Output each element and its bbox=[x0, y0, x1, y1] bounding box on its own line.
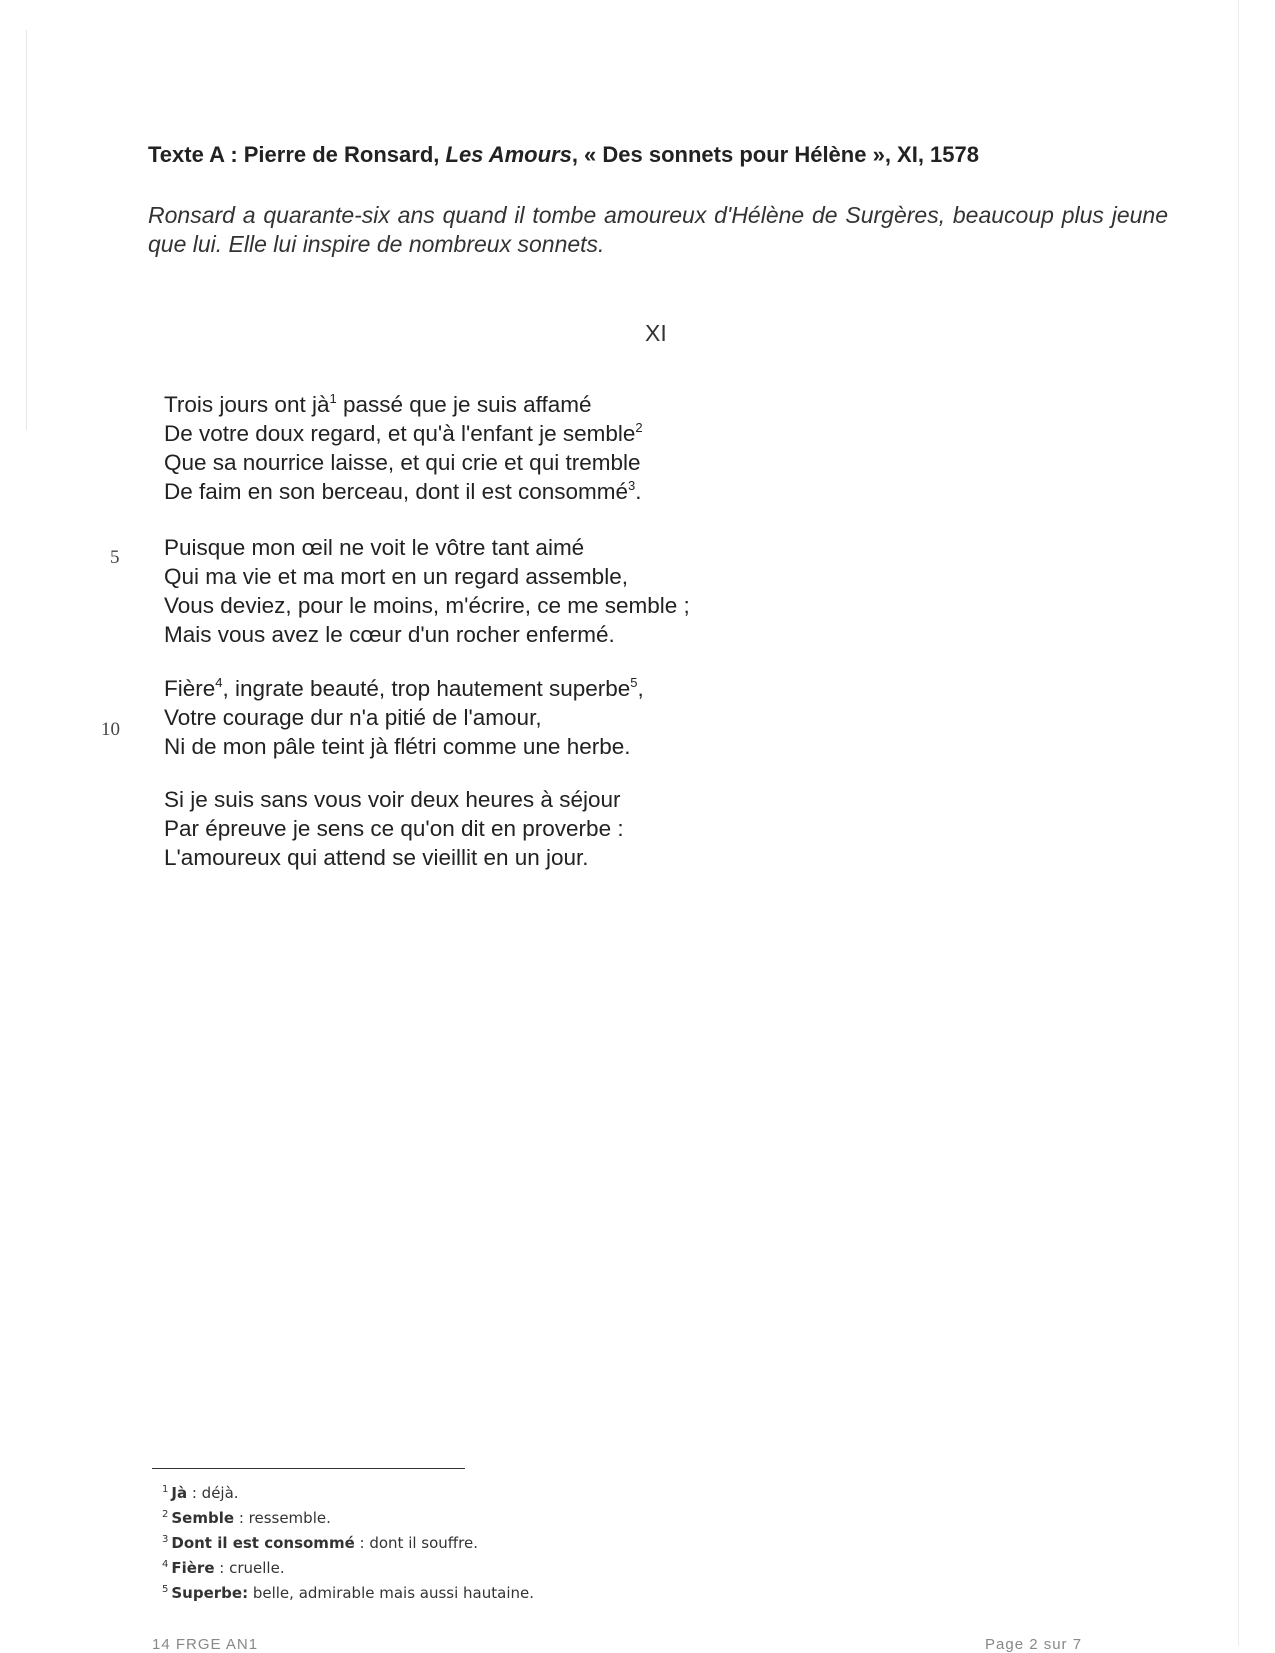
footnote-ref-4: 4 bbox=[215, 675, 223, 690]
title-prefix: Texte A : Pierre de Ronsard, bbox=[148, 142, 446, 167]
poem-line-9: Fière$^4$, ingrate beauté, trop hautement superbe$^5$, bbox=[164, 675, 644, 701]
exam-code: 14 FRGE AN1 bbox=[152, 1636, 259, 1653]
poem-line-12: Si je suis sans vous voir deux heures à séjour bbox=[164, 787, 621, 812]
poem-line-1: Trois jours ont $jà^1$ passé que je suis affamé bbox=[164, 391, 592, 417]
footnote-1: $^1$ Jà : déjà. bbox=[162, 1484, 239, 1502]
poem-line-8: Mais vous avez le cœur d'un rocher enfermé. bbox=[164, 622, 615, 647]
line-number-5: 5 bbox=[110, 547, 120, 568]
poem-line-3: Que sa nourrice laisse, et qui crie et qui tremble bbox=[164, 450, 641, 475]
line-number-10: 10 bbox=[101, 719, 120, 740]
title-suffix: , « Des sonnets pour Hélène », XI, 1578 bbox=[571, 142, 979, 167]
sonnet-number: XI bbox=[645, 320, 667, 346]
title-work: Les Amours bbox=[445, 142, 572, 167]
footnote-ref-2: 2 bbox=[635, 420, 643, 435]
footnote-ref-1: 1 bbox=[329, 391, 337, 406]
poem-line-10: Votre courage dur n'a pitié de l'amour, bbox=[164, 705, 542, 730]
scan-edge-right bbox=[1238, 0, 1239, 1646]
poem-line-5: Puisque mon œil ne voit le vôtre tant aimé bbox=[164, 535, 585, 560]
poem-line-11: Ni de mon pâle teint jà flétri comme une herbe. bbox=[164, 734, 631, 759]
poem-line-6: Qui ma vie et ma mort en un regard assemble, bbox=[164, 564, 628, 589]
footnote-2: $^2$ Semble : ressemble. bbox=[162, 1509, 331, 1527]
poem-line-7: Vous deviez, pour le moins, m'écrire, ce me semble ; bbox=[164, 593, 690, 618]
text-title bbox=[148, 142, 979, 168]
page-number: Page 2 sur 7 bbox=[985, 1636, 1083, 1653]
poem-line-4: De faim en son berceau, dont il est consommé$^3$. bbox=[164, 478, 642, 504]
footnote-ref-5: 5 bbox=[630, 675, 638, 690]
intro-paragraph: Ronsard a quarante-six ans quand il tombe amoureux d'Hélène de Surgères, beaucoup plus jeune que lui. Elle lui inspire de nombreux sonnets. bbox=[148, 202, 1168, 257]
poem-line-14: L'amoureux qui attend se vieillit en un jour. bbox=[164, 845, 589, 870]
footnote-ref-3: 3 bbox=[628, 478, 636, 493]
footnote-separator bbox=[152, 1468, 465, 1469]
poem-line-13: Par épreuve je sens ce qu'on dit en proverbe : bbox=[164, 816, 624, 841]
scan-edge-left bbox=[26, 30, 27, 430]
footnote-5: $^5$ Superbe: belle, admirable mais aussi hautaine. bbox=[162, 1584, 535, 1602]
footnote-3: $^3$ Dont il est consommé : dont il souffre. bbox=[162, 1534, 478, 1552]
footnote-4: $^4$ Fière : cruelle. bbox=[162, 1559, 285, 1577]
poem-line-2: De votre doux regard, et qu'à l'enfant je semble$^2$ bbox=[164, 420, 643, 446]
